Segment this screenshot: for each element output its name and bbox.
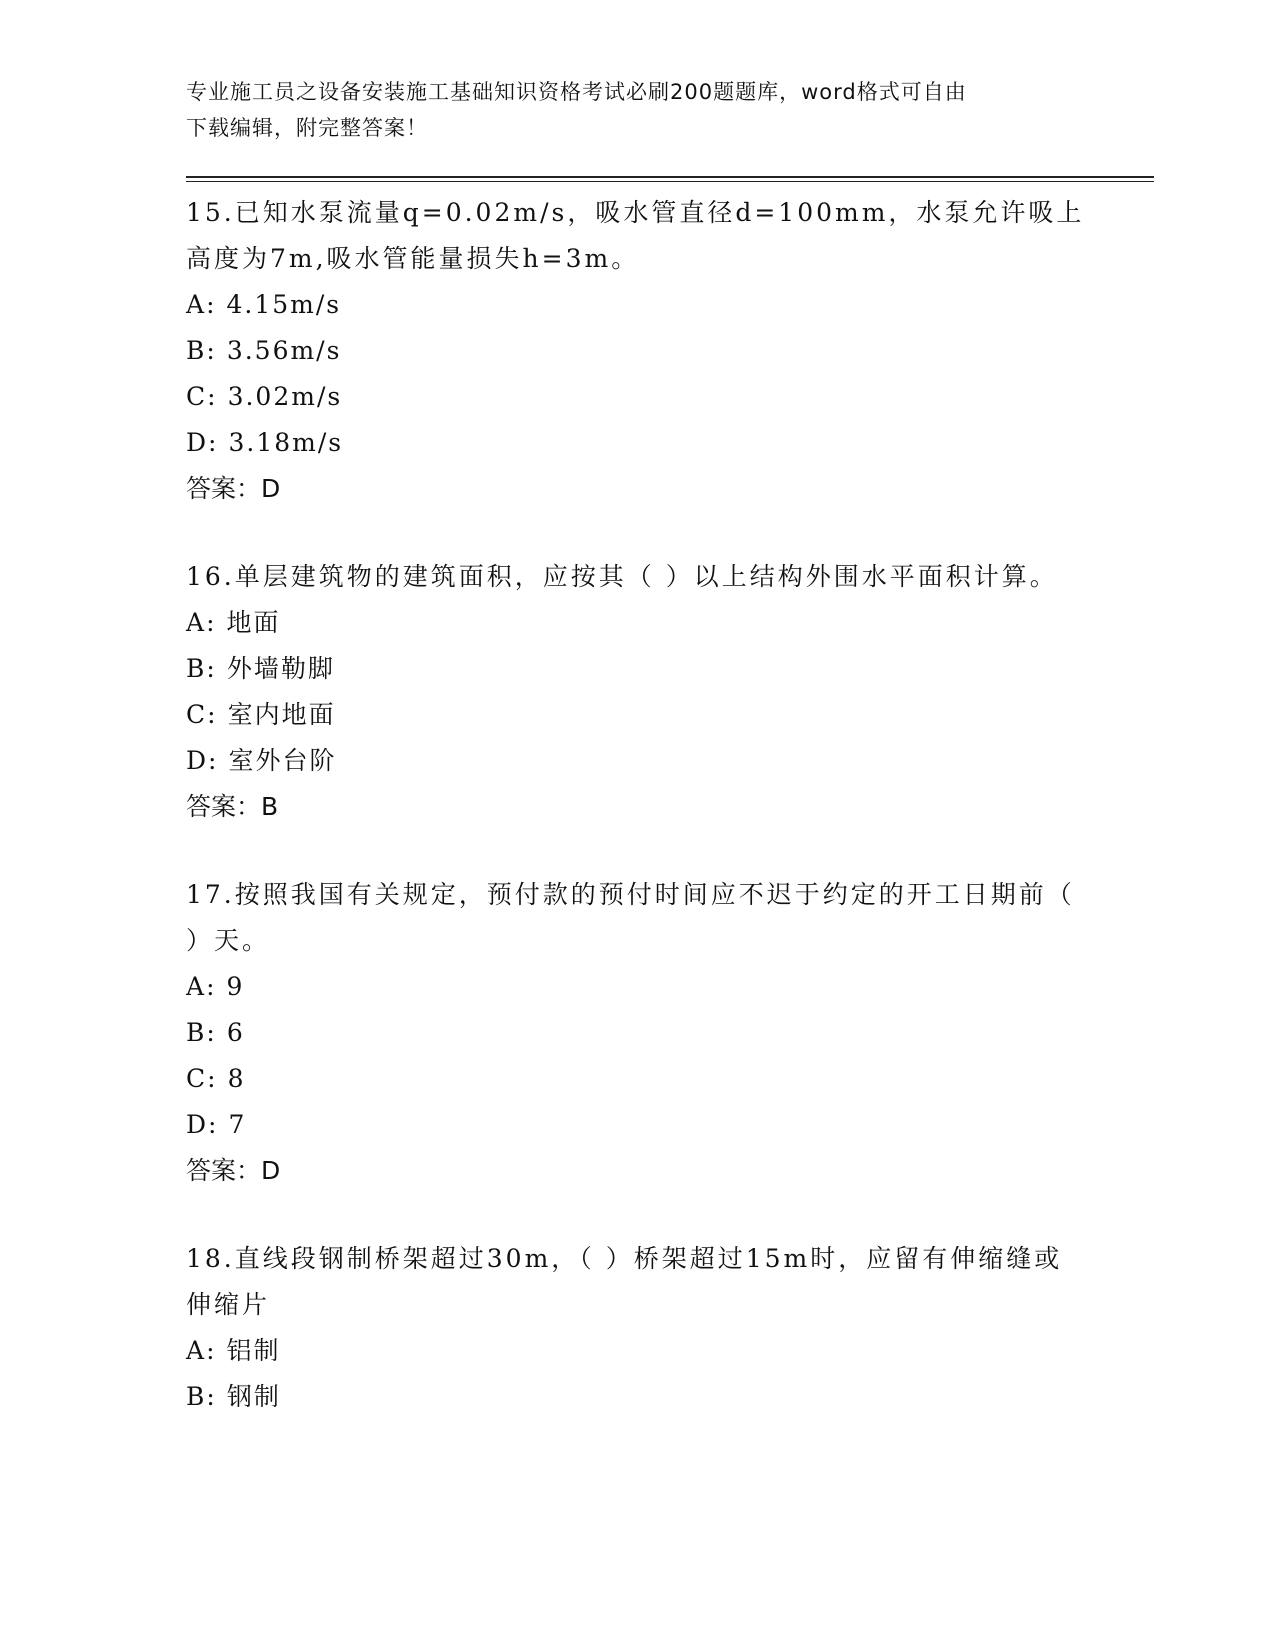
option-letter: B <box>186 1382 207 1411</box>
question-block <box>186 190 1086 512</box>
option-separator: : <box>206 654 217 683</box>
option-text: 8 <box>227 1064 246 1093</box>
option-text: 外墙勒脚 <box>226 654 335 683</box>
option-text: 室外台阶 <box>228 746 337 775</box>
answer-option <box>186 1328 1086 1374</box>
option-text: 铝制 <box>226 1336 281 1365</box>
option-separator: : <box>206 1018 217 1047</box>
option-separator: : <box>207 700 218 729</box>
option-letter: D <box>186 428 209 457</box>
option-separator: : <box>206 1336 217 1365</box>
answer-option <box>186 420 1086 466</box>
answer-key: 答案：D <box>186 1156 281 1185</box>
option-text: 地面 <box>226 608 281 637</box>
option-text: 3.56m/s <box>226 336 342 365</box>
option-text: 3.02m/s <box>227 382 343 411</box>
question-stem: 18.直线段钢制桥架超过30m，（ ）桥架超过15m时，应留有伸缩缝或伸缩片 <box>186 1244 1063 1319</box>
option-letter: C <box>186 700 208 729</box>
option-separator: : <box>207 1064 218 1093</box>
header-divider-thick <box>186 176 1154 178</box>
option-text: 室内地面 <box>227 700 336 729</box>
answer-option <box>186 1102 1086 1148</box>
question-block <box>186 1236 1086 1420</box>
question-stem: 17.按照我国有关规定，预付款的预付时间应不迟于约定的开工日期前（ ）天。 <box>186 880 1075 955</box>
option-separator: : <box>206 608 217 637</box>
answer-key: 答案：D <box>186 474 281 503</box>
answer-option <box>186 328 1086 374</box>
option-separator: : <box>207 382 218 411</box>
question-list <box>186 190 1086 1462</box>
option-letter: A <box>186 290 207 319</box>
option-text: 钢制 <box>226 1382 281 1411</box>
header-line-1: 专业施工员之设备安装施工基础知识资格考试必刷200题题库，word格式可自由 <box>186 80 967 104</box>
option-text: 7 <box>228 1110 247 1139</box>
header-divider-thin <box>186 181 1154 182</box>
question-block <box>186 554 1086 830</box>
option-separator: : <box>206 290 217 319</box>
answer-key: 答案：B <box>186 792 279 821</box>
option-text: 3.18m/s <box>228 428 344 457</box>
option-text: 9 <box>226 972 245 1001</box>
option-separator: : <box>208 1110 219 1139</box>
option-letter: C <box>186 382 208 411</box>
option-letter: D <box>186 1110 209 1139</box>
option-letter: B <box>186 336 207 365</box>
answer-option <box>186 1056 1086 1102</box>
document-header <box>186 74 1066 146</box>
header-line-2: 下载编辑，附完整答案！ <box>186 116 428 140</box>
answer-option <box>186 692 1086 738</box>
option-letter: A <box>186 972 207 1001</box>
answer-option <box>186 646 1086 692</box>
option-separator: : <box>208 428 219 457</box>
option-separator: : <box>208 746 219 775</box>
answer-option <box>186 738 1086 784</box>
answer-option <box>186 374 1086 420</box>
option-letter: D <box>186 746 209 775</box>
option-letter: B <box>186 654 207 683</box>
option-letter: C <box>186 1064 208 1093</box>
question-stem: 16.单层建筑物的建筑面积，应按其（ ）以上结构外围水平面积计算。 <box>186 562 1058 591</box>
answer-option <box>186 1374 1086 1420</box>
option-letter: A <box>186 1336 207 1365</box>
question-block <box>186 872 1086 1194</box>
question-stem: 15.已知水泵流量q=0.02m/s，吸水管直径d=100mm，水泵允许吸上高度为7m,吸水管能量损失h=3m。 <box>186 198 1085 273</box>
answer-option <box>186 1010 1086 1056</box>
option-text: 4.15m/s <box>226 290 342 319</box>
option-text: 6 <box>226 1018 245 1047</box>
option-separator: : <box>206 972 217 1001</box>
option-letter: A <box>186 608 207 637</box>
option-separator: : <box>206 336 217 365</box>
option-letter: B <box>186 1018 207 1047</box>
answer-option <box>186 600 1086 646</box>
answer-option <box>186 282 1086 328</box>
answer-option <box>186 964 1086 1010</box>
option-separator: : <box>206 1382 217 1411</box>
